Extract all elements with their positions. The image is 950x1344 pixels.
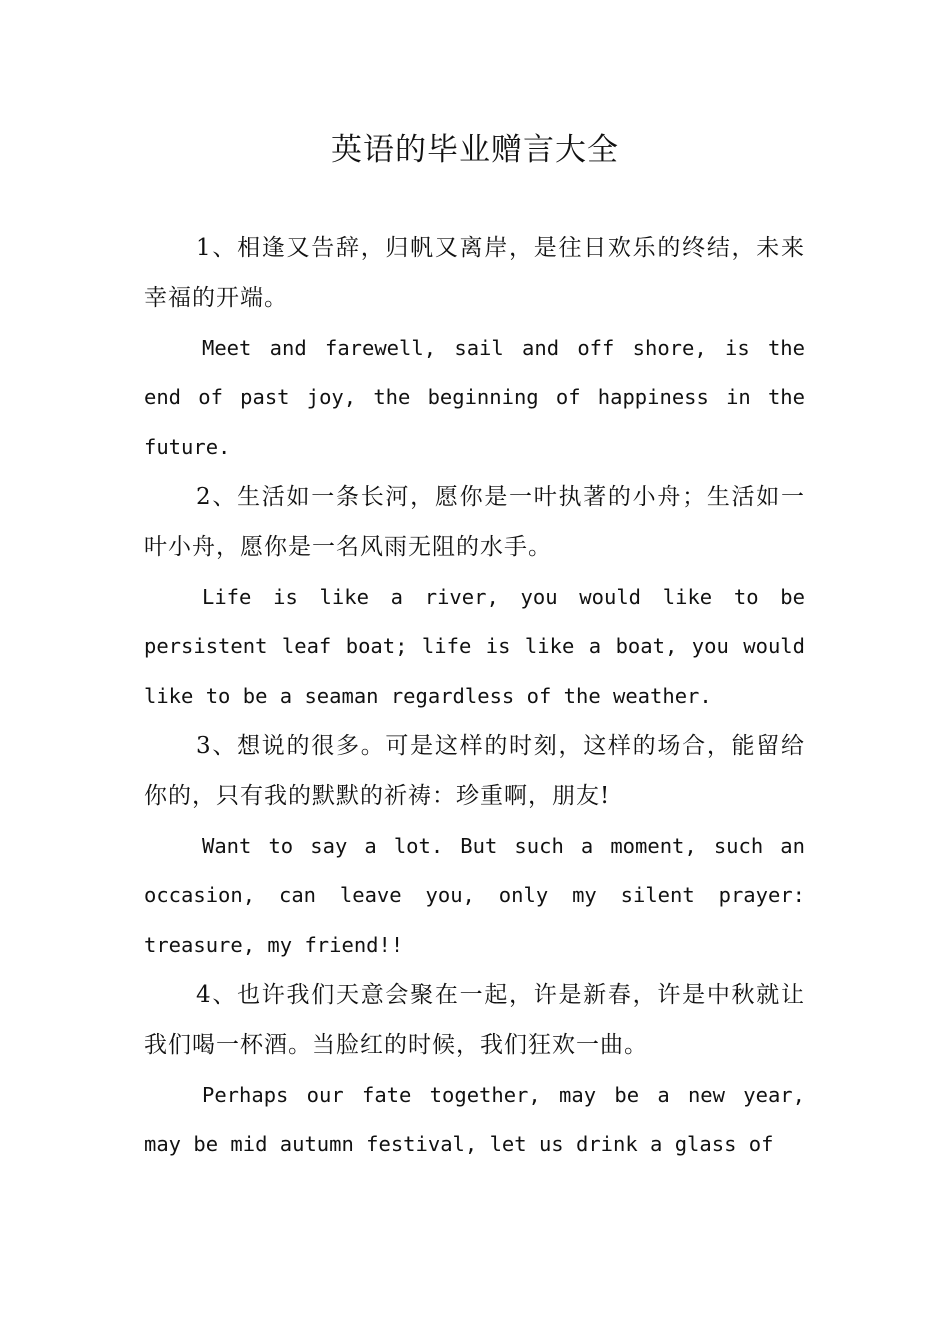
item-4-english: Perhaps our fate together, may be a new year, may be mid autumn festival, let us drink a glass of	[144, 1082, 805, 1157]
item-2-chinese: 2、生活如一条长河，愿你是一叶执著的小舟；生活如一叶小舟，愿你是一名风雨无阻的水手。	[144, 483, 805, 560]
item-4-chinese: 4、也许我们天意会聚在一起，许是新春，许是中秋就让我们喝一杯酒。当脸红的时候，我们狂欢一曲。	[144, 981, 805, 1058]
document-body	[144, 224, 805, 1170]
item-1-chinese: 1、相逢又告辞，归帆又离岸，是往日欢乐的终结，未来幸福的开端。	[144, 235, 805, 311]
item-3-chinese: 3、想说的很多。可是这样的时刻，这样的场合，能留给你的，只有我的默默的祈祷：珍重啊，朋友!	[144, 732, 805, 809]
item-2-english: Life is like a river, you would like to be persistent leaf boat; life is like a boat, you would like to be a seaman regardless of the weather.	[144, 584, 805, 709]
document-title: 英语的毕业赠言大全	[331, 132, 619, 168]
item-3-english: Want to say a lot. But such a moment, such an occasion, can leave you, only my silent prayer: treasure, my friend!!	[144, 833, 805, 958]
item-1-english: Meet and farewell, sail and off shore, is the end of past joy, the beginning of happiness in the future.	[144, 335, 805, 460]
